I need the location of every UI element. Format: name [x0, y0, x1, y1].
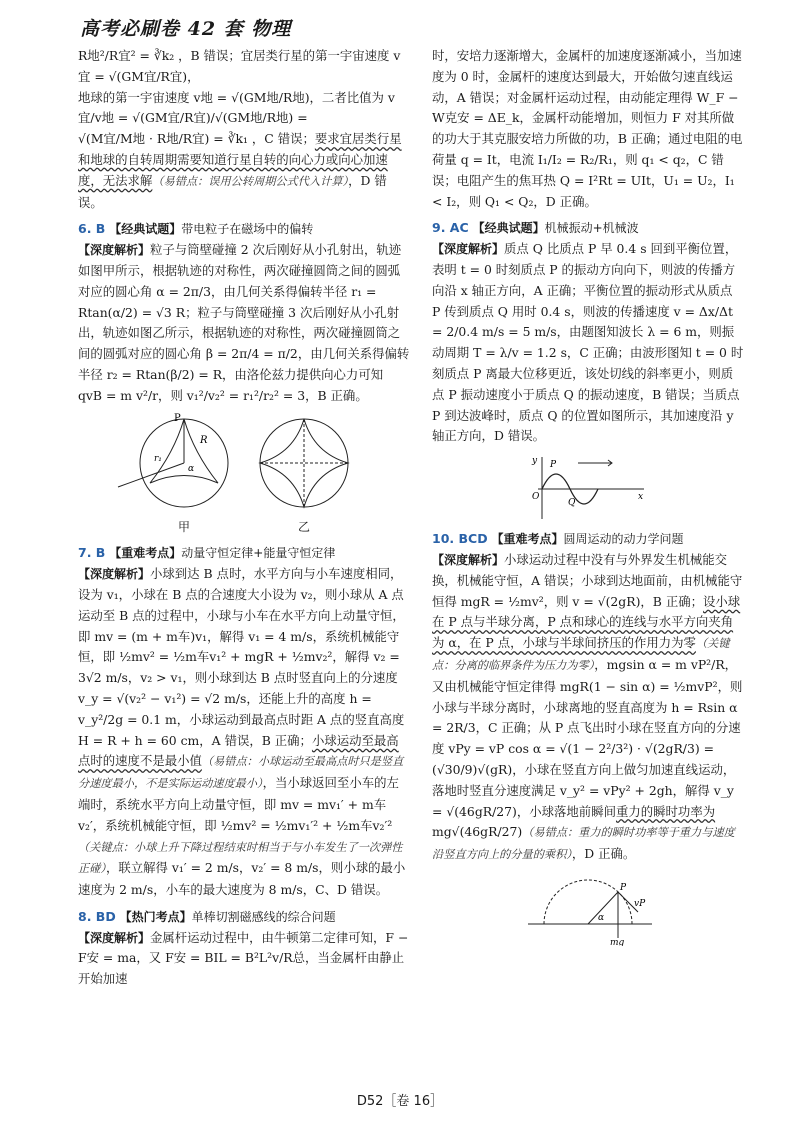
- page-header-title: 高考必刷卷 42 套 物理: [80, 18, 292, 40]
- q8-analysis-head: 【深度解析】: [78, 930, 151, 945]
- hemisphere-arc: [544, 880, 632, 924]
- origin-label: O: [532, 492, 540, 503]
- gravity-label: mg: [610, 937, 625, 946]
- axis-y-label: y: [532, 456, 538, 467]
- point-p-label: P: [620, 882, 627, 893]
- q7-analysis-head: 【深度解析】: [78, 567, 151, 582]
- q10-note-1: （关键点：分离的临界条件为压力为零）: [432, 637, 730, 672]
- q6-figure-labels: [124, 517, 364, 538]
- q10-underlined-1: 设小球在 P 点与半球分离，P 点和球心的连线与水平方向夹角为 α，在 P 点，小球与半球间挤压的作用力为零: [432, 593, 741, 651]
- q7-topic: 动量守恒定律+能量守恒定律: [181, 546, 336, 561]
- q6-analysis-body: 粒子与筒壁碰撞 2 次后刚好从小孔射出，轨迹如图甲所示，根据轨迹的对称性，两次碰撞圆筒之间的圆弧对应的圆心角 α = 2π/3，由几何关系得偏转半径 r₁ = Rtan(α/2) = √3 R；粒子与筒壁碰撞 3 次后刚好从小孔射出，轨迹如图乙所示，根据轨迹的对称性，两次碰撞圆筒之间的圆弧对应的圆心角 β = 2π/4 = π/2，由几何关系得偏转半径 r₂ = Rtan(β/2) = R，由洛伦兹力提供向心力可知 qvB = m v²/r，则 v₁²/v₂² = r₁²/r₂² = 3，B 正确。: [78, 242, 410, 403]
- figure-label-a: 甲: [177, 519, 190, 534]
- q7-underlined: 小球运动至最高点时的速度不是最小值: [78, 732, 399, 769]
- q5-note: （易错点：误用公转周期公式代入计算）: [152, 174, 349, 188]
- q8-topic: 单棒切割磁感线的综合问题: [191, 909, 336, 924]
- q6-heading: [78, 219, 410, 240]
- q9-body: 质点 Q 比质点 P 早 0.4 s 回到平衡位置，表明 t = 0 时刻质点 P 的振动方向向下，则波的传播方向沿 x 轴正方向，A 正确；平衡位置的振动形式从质点 P 传到质点 Q 用时 0.4 s，则波的传播速度 v = Δx/Δt = 2/0.4 m/s = 5 m/s，由题图知波长 λ = 6 m，则振动周期 T = λ/v = 1.2 s，C 正确；由波形图知 t = 0 时刻质点 P 离最大位移更近，该处切线的斜率更小，则质点 P 振动速度小于质点 Q 的振动速度，B 错误；当质点 P 到达波峰时，质点 Q 的位置如图所示，其加速度沿 y 轴正方向，D 错误。: [432, 241, 744, 444]
- q10-tag: 【重难考点】: [491, 532, 564, 547]
- right-column: [432, 46, 744, 950]
- velocity-label: vP: [634, 898, 646, 909]
- q5-end: ，D 错误。: [78, 172, 387, 210]
- q8-heading: [78, 907, 410, 928]
- q7-analysis: [78, 564, 410, 901]
- q8-continuation: 时，安培力逐渐增大，金属杆的加速度逐渐减小，当加速度为 0 时，金属杆的速度达到最大，开始做匀速直线运动，A 错误；对金属杆运动过程，由动能定理得 W_F − W克安 = ΔE_k，金属杆动能增加，则恒力 F 对其所做的功大于其克服安培力所做的功，B 正确；通过电阻的电荷量 q = It，电流 I₁/I₂ = R₂/R₁，则 q₁ < q₂，C 错误；电阻产生的焦耳热 Q = I²Rt = UIt，U₁ = U₂，I₁ < I₂，则 Q₁ < Q₂，D 正确。: [432, 48, 743, 209]
- q10-underlined-2: 重力的瞬时功率为: [615, 803, 716, 819]
- q10-analysis: [432, 550, 744, 866]
- label-p: P: [174, 412, 181, 424]
- q10-body-4: ，D 正确。: [571, 846, 636, 862]
- q8-body: 金属杆运动过程中，由牛顿第二定律可知，F − F安 = ma，又 F安 = BIL = B²L²v/R总，当金属杆由静止开始加速: [78, 929, 409, 987]
- q10-analysis-head: 【深度解析】: [432, 552, 505, 567]
- cylinder-circle-b: [260, 419, 348, 507]
- q8-number: 8. BD: [78, 908, 116, 924]
- q10-number: 10. BCD: [432, 531, 488, 547]
- q6-number: 6. B: [78, 221, 106, 237]
- point-p-label: P: [550, 460, 557, 471]
- figure-label-b: 乙: [297, 519, 310, 534]
- q6-topic: 带电粒子在磁场中的偏转: [181, 222, 314, 237]
- q9-number: 9. AC: [432, 220, 469, 236]
- point-q-label: Q: [568, 498, 576, 509]
- q7-note-1: （易错点：小球运动至最高点时只是竖直分速度最小，不是实际运动速度最小）: [78, 755, 404, 791]
- q7-tag: 【重难考点】: [109, 546, 182, 561]
- q10-heading: [432, 529, 744, 550]
- q5-continuation-3: [78, 129, 410, 213]
- q7-heading: [78, 543, 410, 564]
- q8-analysis: [78, 928, 410, 990]
- q7-body-1: 小球到达 B 点时，水平方向与小车速度相同，设为 v₁，小球在 B 点的合速度大小设为 v₂，则小球从 A 点运动至 B 点的过程中，小球与小车在水平方向上动量守恒，即 mv = (m + m车)v₁，解得 v₁ = 4 m/s，系统机械能守恒，即 ½mv² = ½m车v₁² + mgR + ½mv₂²，解得 v₂ = 3√2 m/s，v₂ > v₁，则小球到达 B 点时竖直向上的分速度 v_y = √(v₂² − v₁²) = √2 m/s，还能上升的高度 h = v_y²/2g = 0.1 m，小球运动到最高点时距 A 点的竖直高度 H = R + h = 60 cm，A 错误，B 正确；: [78, 566, 405, 748]
- q9-analysis-head: 【深度解析】: [432, 242, 505, 257]
- q8-tag: 【热门考点】: [119, 909, 192, 924]
- q6-tag: 【经典试题】: [109, 222, 182, 237]
- label-r: R: [200, 434, 208, 446]
- angle-label: α: [598, 912, 605, 923]
- q7-body-2: ，当小球返回至小车的左端时，系统水平方向上动量守恒，即 mv = mv₁′ + m车v₂′，系统机械能守恒，即 ½mv² = ½mv₁′² + ½m车v₂′²: [78, 775, 399, 833]
- q5-continuation-2: 地球的第一宇宙速度 v地 = √(GM地/R地)，二者比值为 v宜/v地 = √(GM宜/R宜)/√(GM地/R地) =: [78, 89, 395, 126]
- q7-body-3: ，联立解得 v₁′ = 2 m/s，v₂′ = 8 m/s，则小球的最小速度为 2 m/s，小车的最大速度为 8 m/s，C、D 错误。: [78, 860, 406, 898]
- page-footer: D52［卷 16］: [356, 1094, 444, 1109]
- q10-note-2: （易错点：重力的瞬时功率等于重力与速度沿竖直方向上的分量的乘积）: [432, 826, 735, 862]
- q9-analysis: [432, 239, 744, 447]
- radius-line-a: [118, 463, 184, 487]
- left-column: [78, 46, 410, 990]
- q10-topic: 圆周运动的动力学问题: [563, 532, 684, 547]
- q6-analysis-head: 【深度解析】: [78, 243, 151, 258]
- q5-underlined: 要求宜居类行星和地球的自转周期需要知道行星自转的向心力或向心加速度，无法求解: [78, 131, 402, 188]
- q9-tag: 【经典试题】: [472, 221, 545, 236]
- q9-wave-figure: [528, 453, 648, 523]
- axis-x-label: x: [638, 492, 644, 503]
- q5-continuation-1: R地²/R宜² = ∛k₂ ，B 错误；宜居类行星的第一宇宙速度 v宜 = √(GM宜/R宜)，: [78, 48, 401, 84]
- q6-figure: [114, 413, 374, 513]
- q5-text: √(M宜/M地 · R地/R宜) = ∛k₁ ，C 错误；: [78, 131, 315, 147]
- q10-body-1: 小球运动过程中没有与外界发生机械能交换，机械能守恒，A 错误；小球到达地面前，由机械能守恒得 mgR = ½mv²，则 v = √(2gR)，B 正确；: [432, 551, 743, 609]
- q7-note-2: （关键点：小球上升下降过程结束时相当于与小车发生了一次弹性正碰）: [78, 840, 403, 876]
- q10-body-2: ，mgsin α = m vP²/R，又由机械能守恒定律得 mgR(1 − sin α) = ½mvP²，则小球与半球分离时，小球离地的竖直高度为 h = Rsin α = 2R/3，C 正确；从 P 点飞出时小球在竖直方向的分速度 vPy = vP cos α = √(1 − 2²/3²) · √(2gR/3) = (√30/9)√(gR)，小球在竖直方向上做匀加速直线运动，落地时竖直分速度满足 v_y² = vPy² + 2gh，解得 v_y = √(46gR/27)，小球落地前瞬间: [432, 656, 743, 819]
- q6-analysis: [78, 240, 410, 406]
- q10-body-3: mg√(46gR/27): [432, 824, 523, 840]
- q9-topic: 机械振动+机械波: [544, 221, 639, 236]
- label-r1: r₁: [154, 453, 162, 464]
- q7-number: 7. B: [78, 545, 106, 561]
- label-alpha: α: [188, 463, 195, 474]
- q9-heading: [432, 218, 744, 239]
- q10-figure: [518, 872, 658, 946]
